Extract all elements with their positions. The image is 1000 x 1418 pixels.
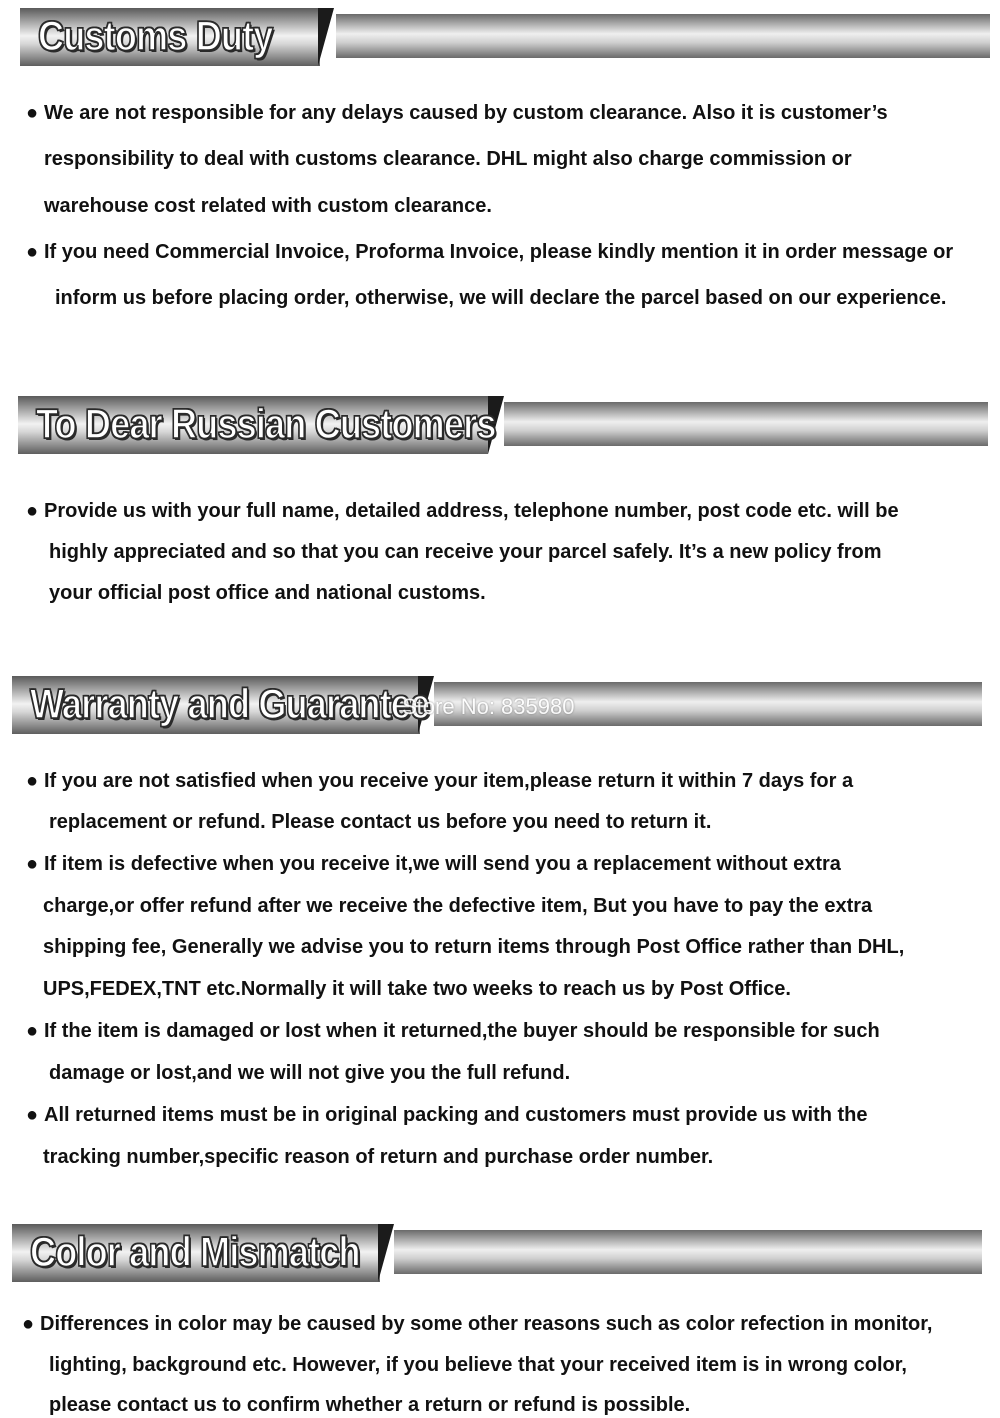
paragraph-line: ● We are not responsible for any delays caused by custom clearance. Also it is customer’s (26, 102, 888, 124)
paragraph-line: shipping fee, Generally we advise you to return items through Post Office rather than DHL, (43, 936, 905, 958)
paragraph-line: replacement or refund. Please contact us before you need to return it. (49, 811, 712, 833)
bullet-icon: ● (26, 770, 39, 792)
paragraph-line: charge,or offer refund after we receive the defective item, But you have to pay the extra (43, 895, 873, 917)
bullet-icon: ● (26, 1020, 39, 1042)
section-banner-customs-duty (20, 8, 990, 66)
paragraph-line: ● All returned items must be in original packing and customers must provide us with the (26, 1104, 868, 1126)
paragraph-line: responsibility to deal with customs clearance. DHL might also charge commission or (44, 148, 852, 170)
paragraph-line: inform us before placing order, otherwise, we will declare the parcel based on our experience. (55, 287, 947, 309)
bullet-icon: ● (26, 500, 39, 522)
paragraph-line: UPS,FEDEX,TNT etc.Normally it will take two weeks to reach us by Post Office. (43, 978, 791, 1000)
section-title: Color and Mismatch (30, 1228, 360, 1275)
paragraph-line: warehouse cost related with custom clearance. (44, 195, 492, 217)
banner-bar (504, 402, 988, 446)
paragraph-line: lighting, background etc. However, if you believe that your received item is in wrong color, (49, 1354, 907, 1376)
bullet-icon: ● (26, 853, 39, 875)
paragraph-line: ● If you need Commercial Invoice, Proforma Invoice, please kindly mention it in order message or (26, 241, 954, 263)
paragraph-line: ● If you are not satisfied when you receive your item,please return it within 7 days for a (26, 770, 854, 792)
banner-bar (394, 1230, 982, 1274)
bullet-icon: ● (22, 1313, 35, 1335)
paragraph-line: your official post office and national customs. (49, 582, 486, 604)
paragraph-line: tracking number,specific reason of return and purchase order number. (43, 1146, 714, 1168)
paragraph-line: ● If the item is damaged or lost when it returned,the buyer should be responsible for such (26, 1020, 880, 1042)
banner-wedge (378, 1224, 394, 1282)
section-title: To Dear Russian Customers (36, 400, 496, 447)
banner-wedge (318, 8, 334, 66)
section-banner-russian-customers (18, 396, 988, 454)
section-banner-color-mismatch (12, 1224, 982, 1282)
paragraph-line: ● Provide us with your full name, detailed address, telephone number, post code etc. will be (26, 500, 899, 522)
bullet-icon: ● (26, 102, 39, 124)
bullet-icon: ● (26, 1104, 39, 1126)
banner-bar (336, 14, 990, 58)
section-title: Customs Duty (38, 12, 273, 59)
store-watermark: Store No: 835980 (402, 694, 575, 719)
paragraph-line: please contact us to confirm whether a return or refund is possible. (49, 1394, 691, 1416)
bullet-icon: ● (26, 241, 39, 263)
paragraph-line: ● If item is defective when you receive it,we will send you a replacement without extra (26, 853, 841, 875)
section-title: Warranty and Guarantee (30, 680, 430, 727)
paragraph-line: highly appreciated and so that you can receive your parcel safely. It’s a new policy from (49, 541, 882, 563)
paragraph-line: ● Differences in color may be caused by some other reasons such as color refection in monitor, (22, 1313, 933, 1335)
paragraph-line: damage or lost,and we will not give you the full refund. (49, 1062, 571, 1084)
